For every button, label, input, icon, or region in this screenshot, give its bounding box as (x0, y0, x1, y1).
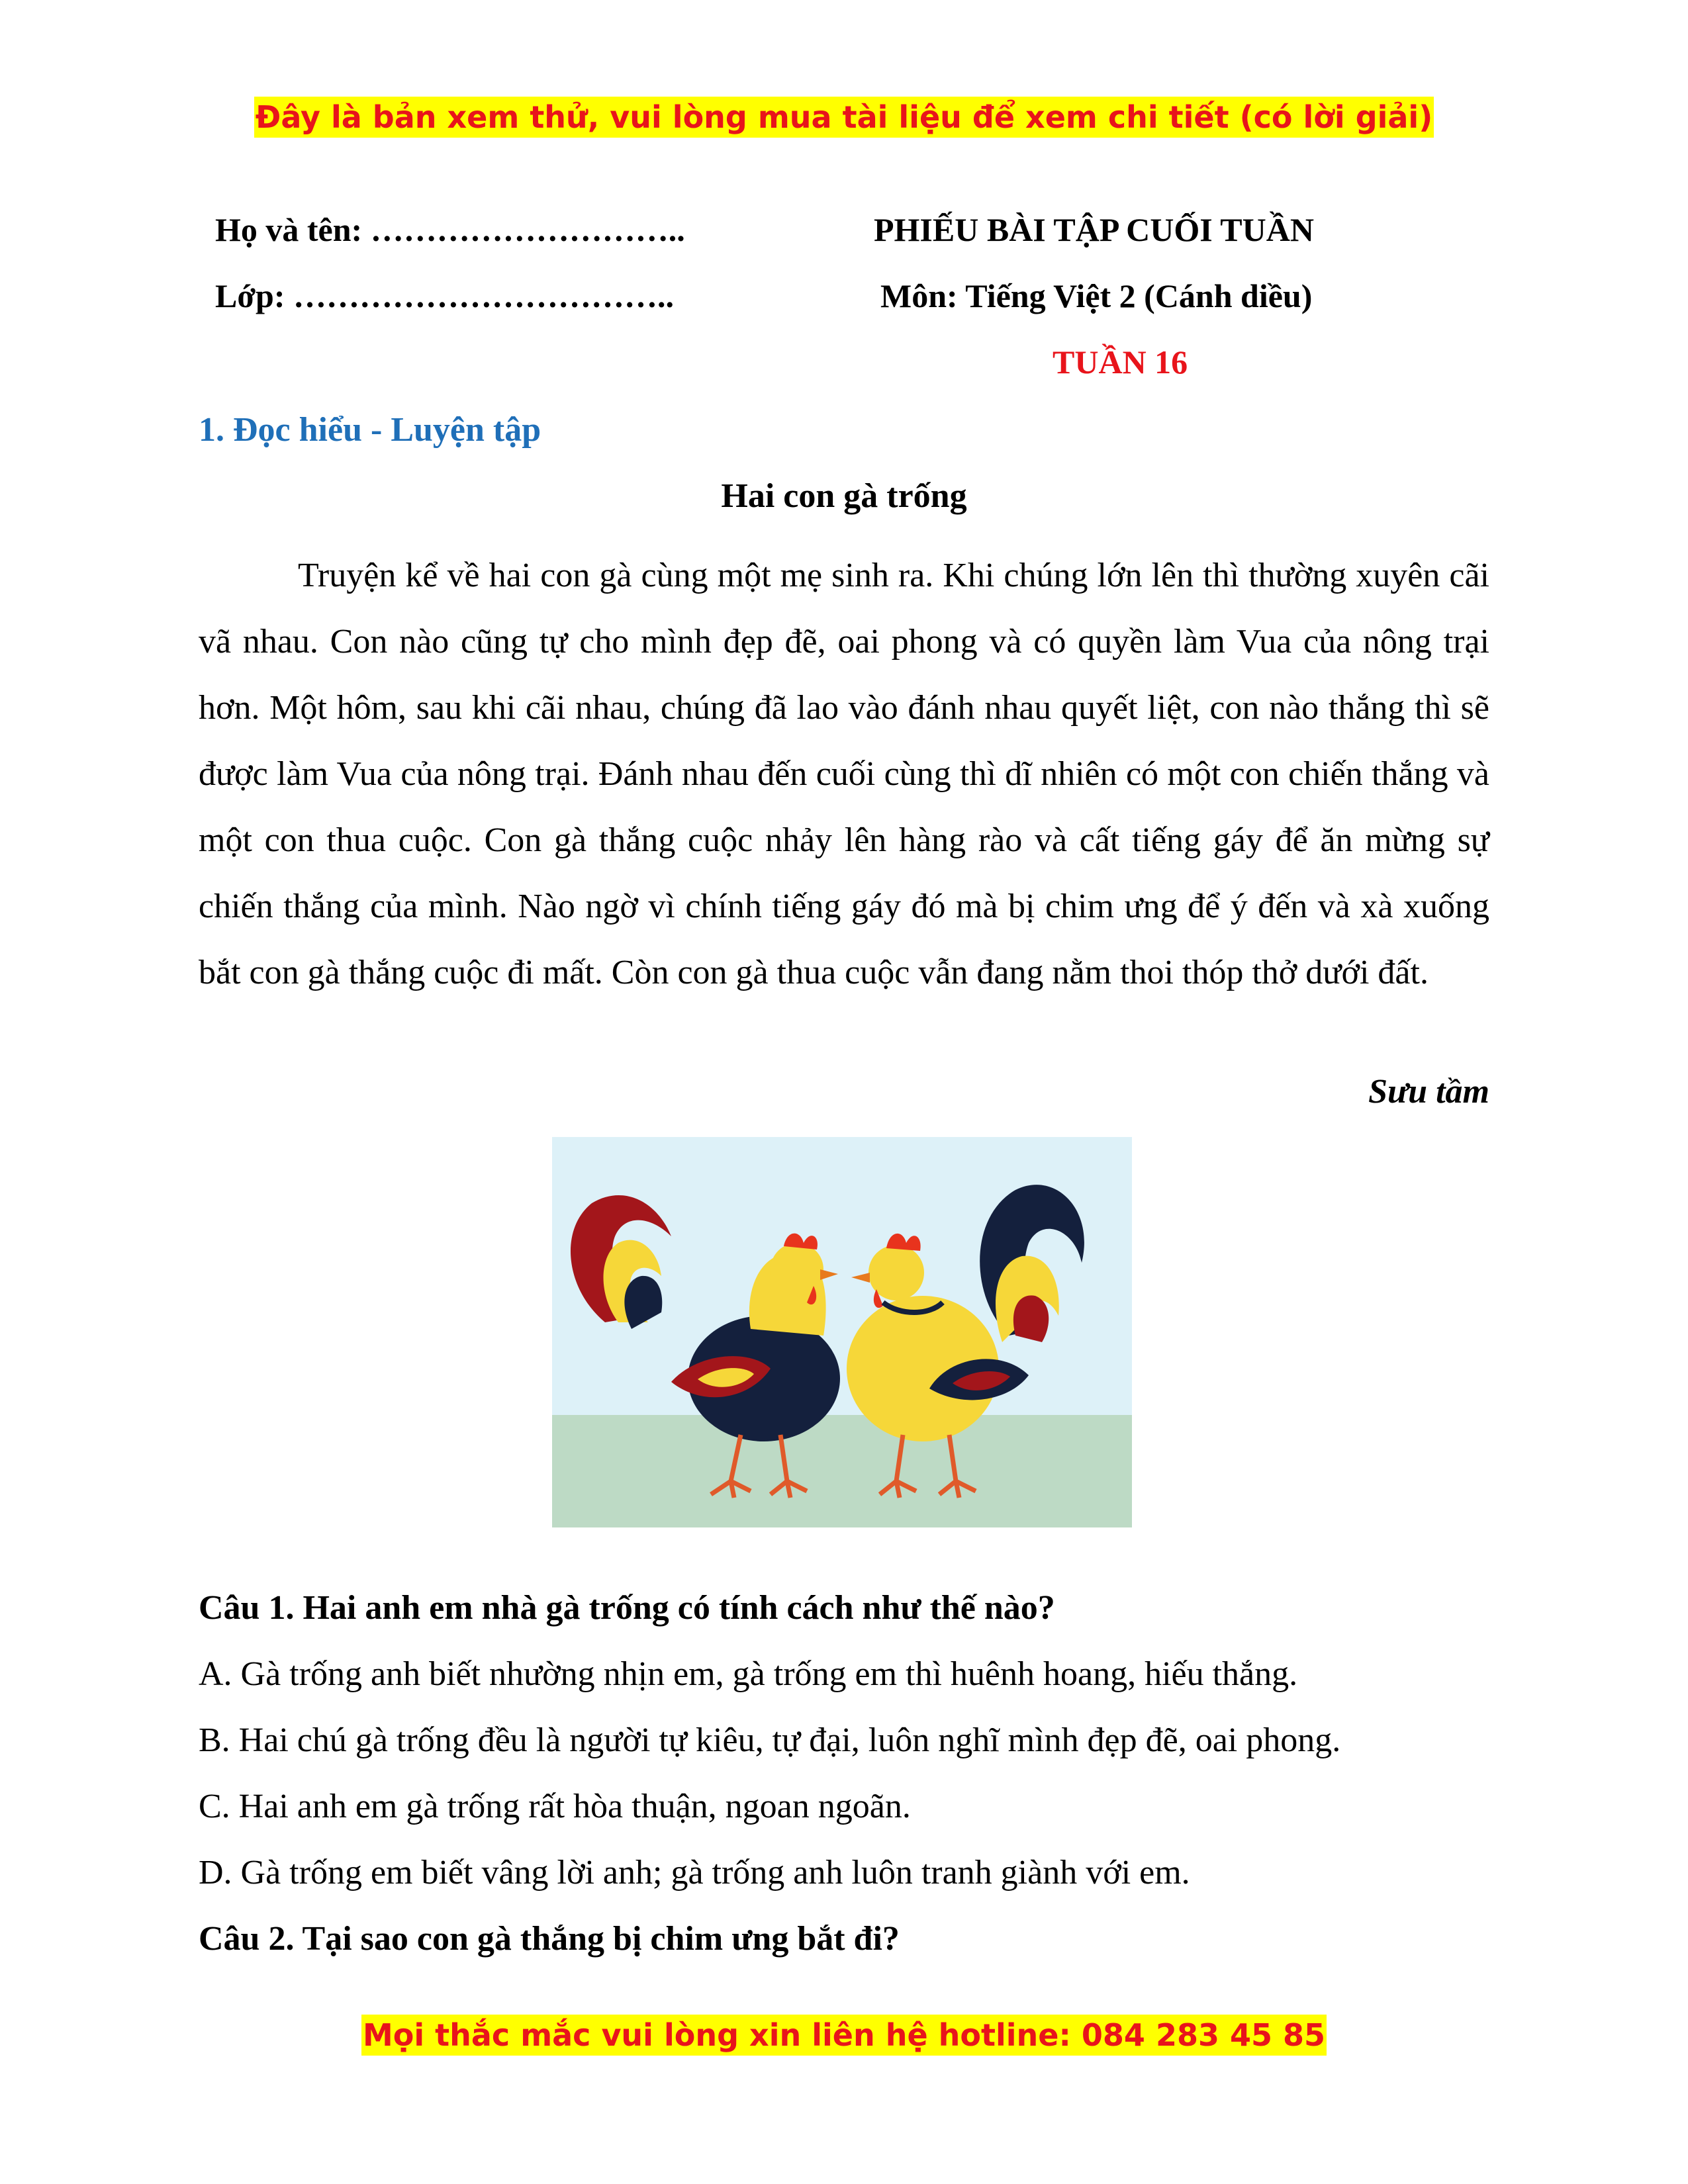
question-1-option-a: A. Gà trống anh biết nhường nhịn em, gà trống em thì huênh hoang, hiếu thắng. (199, 1655, 1298, 1693)
story-body: Truyện kể về hai con gà cùng một mẹ sinh ra. Khi chúng lớn lên thì thường xuyên cãi vã nhau. Con nào cũng tự cho mình đẹp đẽ, oai phong và có quyền làm Vua của nông trại hơn. Một hôm, sau khi cãi nhau, chúng đã lao vào đánh nhau quyết liệt, con nào thắng thì sẽ được làm Vua của nông trại. Đánh nhau đến cuối cùng thì dĩ nhiên có một con chiến thắng và một con thua cuộc. Con gà thắng cuộc nhảy lên hàng rào và cất tiếng gáy để ăn mừng sự chiến thắng của mình. Nào ngờ vì chính tiếng gáy đó mà bị chim ưng để ý đến và xà xuống bắt con gà thắng cuộc đi mất. Còn con gà thua cuộc vẫn đang nằm thoi thóp thở dưới đất. (199, 557, 1489, 991)
hotline-banner: Mọi thắc mắc vui lòng xin liên hệ hotline: 084 283 45 85 (0, 2017, 1688, 2053)
story-source: Sưu tầm (1368, 1073, 1489, 1111)
student-class-line: Lớp: …………………………….. (215, 277, 674, 314)
section-title: 1. Đọc hiểu - Luyện tập (199, 411, 541, 449)
question-1-option-b: B. Hai chú gà trống đều là người tự kiêu, tự đại, luôn nghĩ mình đẹp đẽ, oai phong. (199, 1721, 1341, 1759)
sheet-title: PHIẾU BÀI TẬP CUỐI TUẦN (874, 211, 1314, 248)
student-name-line: Họ và tên: ……………………….. (215, 211, 685, 248)
week-label: TUẦN 16 (1053, 343, 1188, 381)
question-2: Câu 2. Tại sao con gà thắng bị chim ưng bắt đi? (199, 1920, 900, 1958)
two-roosters-illustration (552, 1137, 1132, 1527)
story-title: Hai con gà trống (721, 477, 967, 515)
question-1: Câu 1. Hai anh em nhà gà trống có tính cách như thế nào? (199, 1589, 1055, 1627)
question-1-option-c: C. Hai anh em gà trống rất hòa thuận, ngoan ngoãn. (199, 1788, 911, 1825)
preview-notice-banner: Đây là bản xem thử, vui lòng mua tài liệu để xem chi tiết (có lời giải) (0, 99, 1688, 135)
question-1-option-d: D. Gà trống em biết vâng lời anh; gà trống anh luôn tranh giành với em. (199, 1854, 1190, 1891)
subject-line: Môn: Tiếng Việt 2 (Cánh diều) (880, 277, 1313, 314)
